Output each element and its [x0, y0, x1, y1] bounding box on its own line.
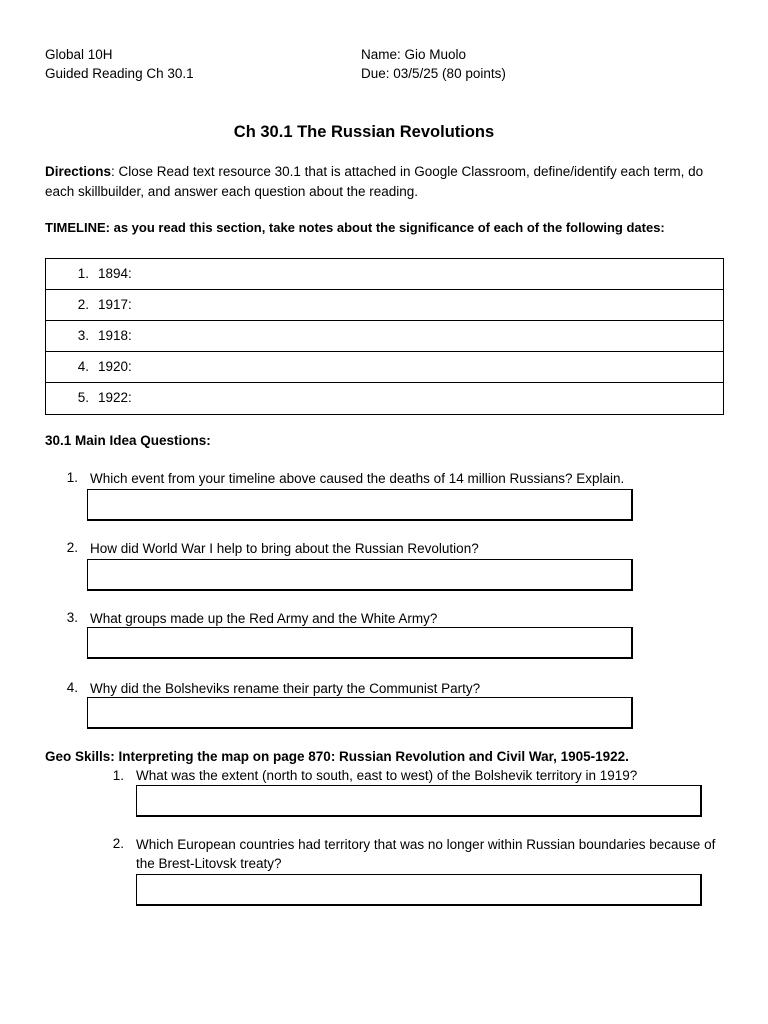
question-number: 1. [112, 768, 124, 783]
question-text: How did World War I help to bring about the Russian Revolution? [90, 541, 479, 556]
timeline-label: 1894: [98, 266, 132, 281]
timeline-label: 1922: [98, 390, 132, 405]
question-number: 2. [112, 836, 124, 851]
question-number: 1. [66, 470, 78, 485]
directions-label: Directions [45, 164, 112, 179]
timeline-num: 1. [77, 266, 89, 281]
geo-heading: Geo Skills: Interpreting the map on page 870: Russian Revolution and Civil War, 1905-1922. [45, 749, 629, 764]
assignment-label: Guided Reading Ch 30.1 [45, 66, 194, 81]
answer-box-main-2[interactable] [87, 559, 633, 591]
timeline-row-1917[interactable] [46, 290, 723, 321]
timeline-label: 1918: [98, 328, 132, 343]
page-title: Ch 30.1 The Russian Revolutions [233, 123, 495, 141]
timeline-heading: TIMELINE: as you read this section, take notes about the significance of each of the following dates: [45, 220, 665, 235]
timeline-num: 3. [77, 328, 89, 343]
question-text: Which event from your timeline above caused the deaths of 14 million Russians? Explain. [90, 471, 625, 486]
timeline-row-1920[interactable] [46, 352, 723, 383]
answer-box-main-3[interactable] [87, 627, 633, 659]
question-text: What was the extent (north to south, east to west) of the Bolshevik territory in 1919? [136, 768, 638, 783]
timeline-num: 2. [77, 297, 89, 312]
answer-box-geo-2[interactable] [136, 874, 702, 906]
answer-box-geo-1[interactable] [136, 785, 702, 817]
directions-text: : Close Read text resource 30.1 that is attached in Google Classroom, define/identify each term, do each skillbuilder, and answer each question about the reading. [45, 164, 704, 199]
question-text: Which European countries had territory that was no longer within Russian boundaries because of the Brest-Litovsk treaty? [136, 837, 716, 871]
timeline-label: 1920: [98, 359, 132, 374]
question-text: Why did the Bolsheviks rename their party the Communist Party? [90, 681, 481, 696]
question-number: 2. [66, 540, 78, 555]
question-number: 4. [66, 680, 78, 695]
directions [45, 162, 735, 202]
timeline-num: 5. [77, 390, 89, 405]
timeline-row-1918[interactable] [46, 321, 723, 352]
timeline-num: 4. [77, 359, 89, 374]
question-text: What groups made up the Red Army and the White Army? [90, 611, 438, 626]
question-number: 3. [66, 610, 78, 625]
timeline-row-1894[interactable] [46, 259, 723, 290]
course-label: Global 10H [45, 47, 113, 62]
main-idea-heading: 30.1 Main Idea Questions: [45, 433, 211, 448]
timeline-label: 1917: [98, 297, 132, 312]
answer-box-main-4[interactable] [87, 697, 633, 729]
student-name: Name: Gio Muolo [361, 47, 467, 62]
timeline-table [45, 258, 724, 415]
timeline-row-1922[interactable] [46, 383, 723, 414]
due-date: Due: 03/5/25 (80 points) [361, 66, 506, 81]
answer-box-main-1[interactable] [87, 489, 633, 521]
